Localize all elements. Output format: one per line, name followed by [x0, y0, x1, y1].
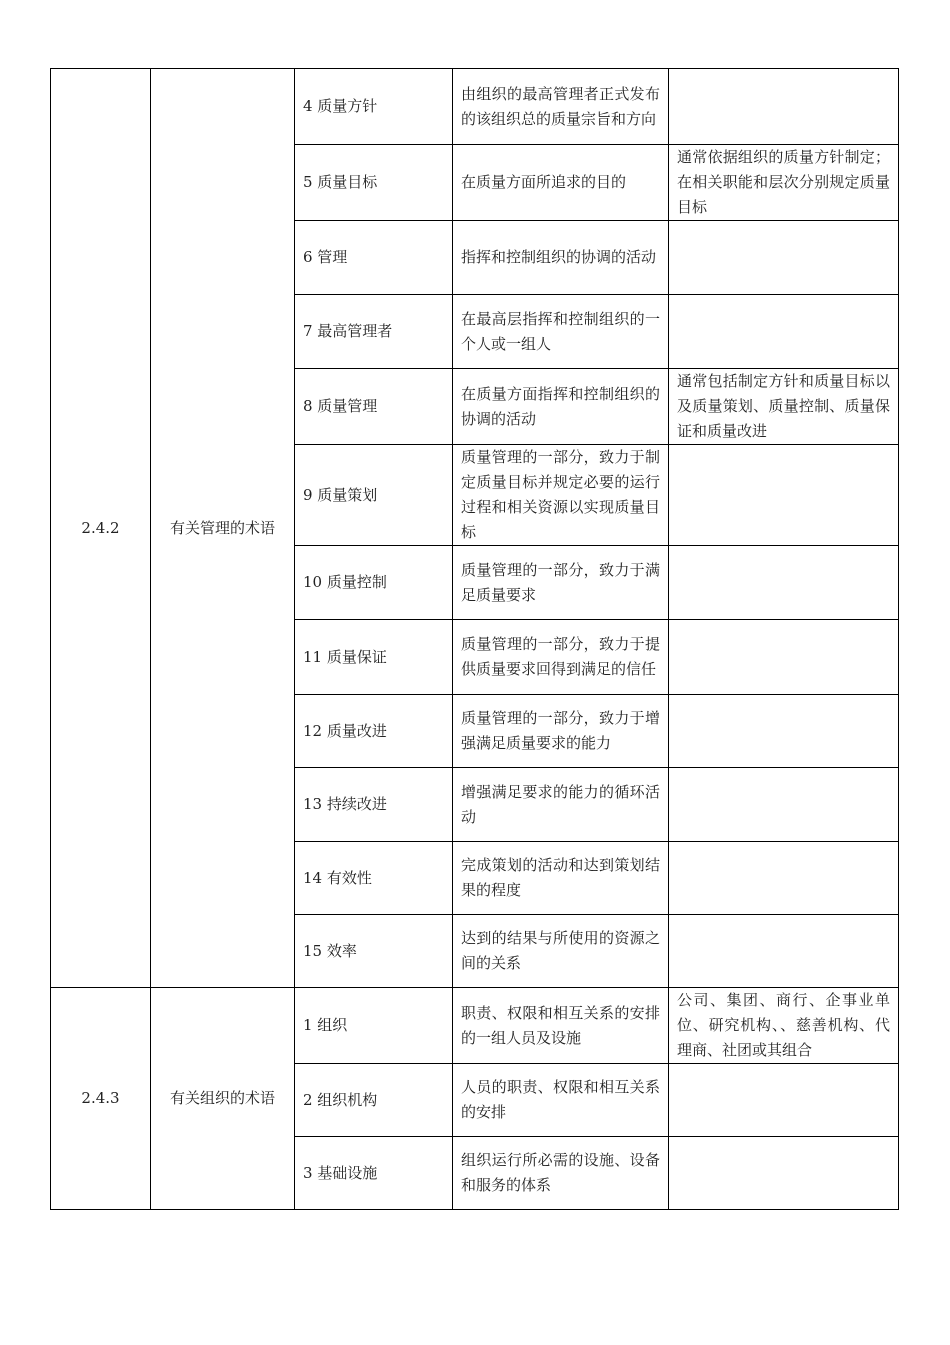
term-cell: 10 质量控制 [295, 546, 453, 620]
definition-cell: 在质量方面指挥和控制组织的协调的活动 [453, 369, 669, 445]
term-cell: 9 质量策划 [295, 445, 453, 546]
section-number: 2.4.3 [51, 988, 151, 1210]
note-cell: 公司、集团、商行、企事业单位、研究机构、、慈善机构、代理商、社团或其组合 [669, 988, 899, 1064]
definition-cell: 质量管理的一部分，致力于制定质量目标并规定必要的运行过程和相关资源以实现质量目标 [453, 445, 669, 546]
definition-cell: 质量管理的一部分，致力于提供质量要求回得到满足的信任 [453, 620, 669, 695]
definition-cell: 在质量方面所追求的目的 [453, 145, 669, 221]
note-cell [669, 768, 899, 842]
note-cell [669, 221, 899, 295]
note-cell [669, 695, 899, 768]
term-cell: 3 基础设施 [295, 1137, 453, 1210]
term-cell: 4 质量方针 [295, 69, 453, 145]
note-cell: 通常依据组织的质量方针制定；在相关职能和层次分别规定质量目标 [669, 145, 899, 221]
definition-cell: 增强满足要求的能力的循环活动 [453, 768, 669, 842]
definition-cell: 质量管理的一部分，致力于增强满足质量要求的能力 [453, 695, 669, 768]
term-cell: 13 持续改进 [295, 768, 453, 842]
term-cell: 1 组织 [295, 988, 453, 1064]
note-cell [669, 842, 899, 915]
section-category: 有关组织的术语 [151, 988, 295, 1210]
term-cell: 11 质量保证 [295, 620, 453, 695]
definition-cell: 由组织的最高管理者正式发布的该组织总的质量宗旨和方向 [453, 69, 669, 145]
terms-table [50, 68, 899, 1210]
term-cell: 15 效率 [295, 915, 453, 988]
definition-cell: 达到的结果与所使用的资源之间的关系 [453, 915, 669, 988]
note-cell [669, 915, 899, 988]
definition-cell: 组织运行所必需的设施、设备和服务的体系 [453, 1137, 669, 1210]
definition-cell: 人员的职责、权限和相互关系的安排 [453, 1064, 669, 1137]
table-row [51, 988, 899, 1064]
note-cell [669, 546, 899, 620]
term-cell: 14 有效性 [295, 842, 453, 915]
table-row [51, 69, 899, 145]
note-cell: 通常包括制定方针和质量目标以及质量策划、质量控制、质量保证和质量改进 [669, 369, 899, 445]
definition-cell: 指挥和控制组织的协调的活动 [453, 221, 669, 295]
definition-cell: 质量管理的一部分，致力于满足质量要求 [453, 546, 669, 620]
note-cell [669, 1064, 899, 1137]
term-cell: 8 质量管理 [295, 369, 453, 445]
definition-cell: 完成策划的活动和达到策划结果的程度 [453, 842, 669, 915]
term-cell: 7 最高管理者 [295, 295, 453, 369]
section-category: 有关管理的术语 [151, 69, 295, 988]
document-page [50, 68, 898, 1210]
term-cell: 5 质量目标 [295, 145, 453, 221]
definition-cell: 在最高层指挥和控制组织的一个人或一组人 [453, 295, 669, 369]
note-cell [669, 295, 899, 369]
definition-cell: 职责、权限和相互关系的安排的一组人员及设施 [453, 988, 669, 1064]
note-cell [669, 620, 899, 695]
section-number: 2.4.2 [51, 69, 151, 988]
note-cell [669, 1137, 899, 1210]
term-cell: 12 质量改进 [295, 695, 453, 768]
term-cell: 2 组织机构 [295, 1064, 453, 1137]
note-cell [669, 445, 899, 546]
note-cell [669, 69, 899, 145]
term-cell: 6 管理 [295, 221, 453, 295]
